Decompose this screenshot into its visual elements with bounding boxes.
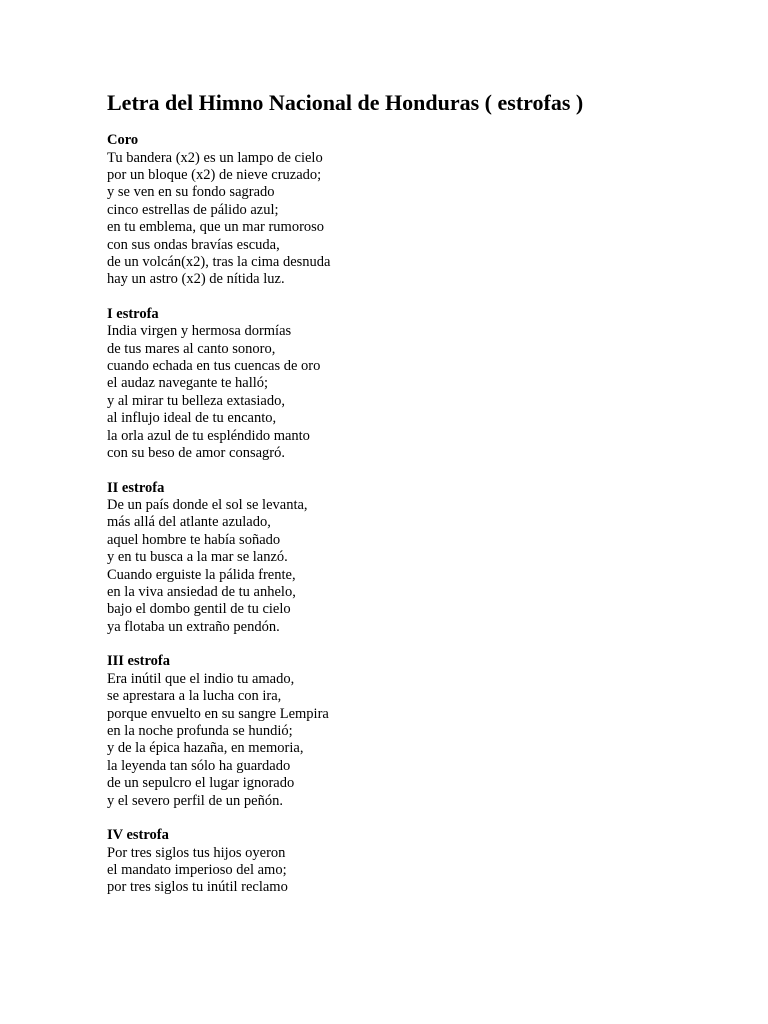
verse-line: la leyenda tan sólo ha guardado [107, 757, 291, 774]
verse-line: de un volcán(x2), tras la cima desnuda [107, 253, 331, 270]
verse-line: de un sepulcro el lugar ignorado [107, 775, 295, 792]
document-title: Letra del Himno Nacional de Honduras ( estrofas ) [107, 90, 584, 115]
verse-line: por un bloque (x2) de nieve cruzado; [107, 166, 322, 183]
verse-line: al influjo ideal de tu encanto, [107, 410, 277, 427]
stanza-heading: IV estrofa [107, 827, 169, 843]
verse-line: el mandato imperioso del amo; [107, 861, 287, 878]
verse-line: ya flotaba un extraño pendón. [107, 618, 280, 635]
stanza-heading: Coro [107, 132, 139, 148]
verse-line: porque envuelto en su sangre Lempira [107, 705, 329, 722]
verse-line: cuando echada en tus cuencas de oro [107, 358, 321, 375]
document-page [107, 88, 747, 914]
verse-line: por tres siglos tu inútil reclamo [107, 879, 288, 896]
stanza [107, 306, 747, 463]
verse-line: India virgen y hermosa dormías [107, 323, 292, 340]
stanza [107, 132, 747, 289]
verse-line: y de la épica hazaña, en memoria, [107, 740, 304, 757]
verse-line: bajo el dombo gentil de tu cielo [107, 601, 291, 618]
stanza [107, 653, 747, 810]
verse-line: la orla azul de tu espléndido manto [107, 427, 310, 444]
verse-line: en la noche profunda se hundió; [107, 722, 293, 739]
verse-line: cinco estrellas de pálido azul; [107, 201, 279, 218]
verse-line: en tu emblema, que un mar rumoroso [107, 219, 325, 236]
stanza [107, 827, 747, 897]
stanza-list [107, 132, 747, 897]
verse-line: con su beso de amor consagró. [107, 445, 285, 462]
verse-line: con sus ondas bravías escuda, [107, 236, 280, 253]
stanza-heading: II estrofa [107, 479, 165, 496]
verse-line: Cuando erguiste la pálida frente, [107, 566, 296, 583]
stanza-heading: I estrofa [107, 305, 159, 322]
verse-line: Tu bandera (x2) es un lampo de cielo [107, 149, 323, 166]
verse-line: más allá del atlante azulado, [107, 514, 271, 531]
stanza [107, 480, 747, 637]
verse-line: y el severo perfil de un peñón. [107, 792, 283, 809]
verse-line: en la viva ansiedad de tu anhelo, [107, 584, 296, 601]
verse-line: De un país donde el sol se levanta, [107, 497, 308, 513]
verse-line: Por tres siglos tus hijos oyeron [107, 844, 286, 861]
stanza-heading: III estrofa [107, 653, 170, 670]
verse-line: el audaz navegante te halló; [107, 375, 269, 392]
verse-line: se aprestara a la lucha con ira, [107, 688, 282, 705]
verse-line: hay un astro (x2) de nítida luz. [107, 271, 285, 288]
verse-line: aquel hombre te había soñado [107, 531, 281, 548]
verse-line: y al mirar tu belleza extasiado, [107, 392, 285, 409]
verse-line: y en tu busca a la mar se lanzó. [107, 549, 288, 566]
verse-line: y se ven en su fondo sagrado [107, 184, 275, 201]
verse-line: de tus mares al canto sonoro, [107, 340, 276, 357]
verse-line: Era inútil que el indio tu amado, [107, 670, 295, 687]
